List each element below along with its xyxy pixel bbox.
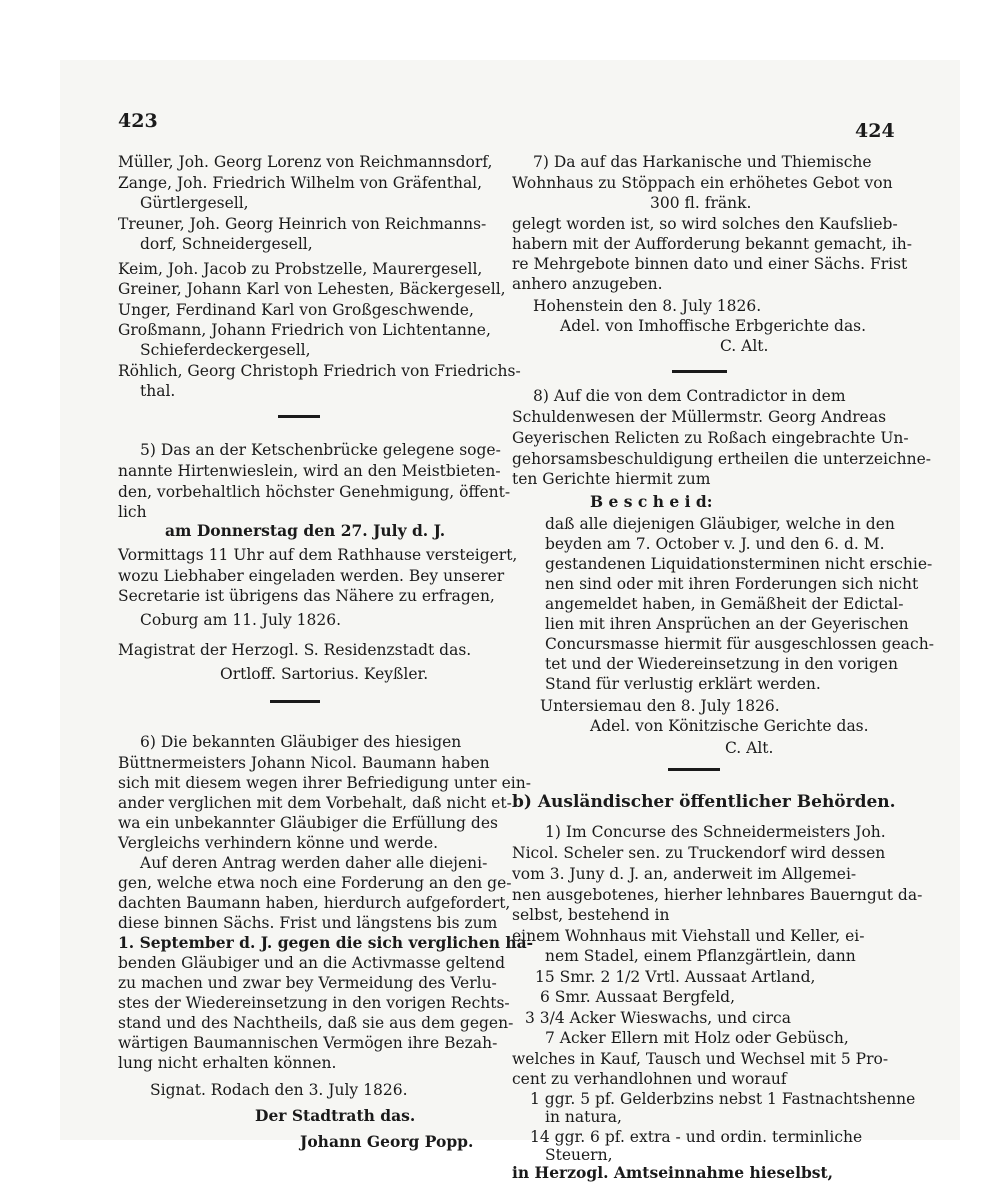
charge-item: Steuern, <box>545 1146 613 1164</box>
notice-6-text: 6) Die bekannten Gläubiger des hiesigen <box>140 733 462 751</box>
notice-b1-text: 1) Im Concurse des Schneidermeisters Joh. <box>545 823 886 841</box>
property-item: 7 Acker Ellern mit Holz oder Gebüsch, <box>545 1029 849 1047</box>
notice-b1-text: nen ausgebotenes, hierher lehnbares Bauerngut da- <box>512 886 923 904</box>
notice-6-text: zu machen und zwar bey Vermeidung des Verlu- <box>118 974 497 992</box>
notice-5-text: 5) Das an der Ketschenbrücke gelegene soge- <box>140 441 501 459</box>
notice-8-authority: Adel. von Könitzische Gerichte das. <box>590 717 869 735</box>
notice-6-text: gen, welche etwa noch eine Forderung an den ge- <box>118 874 512 892</box>
notice-6-signature: Johann Georg Popp. <box>300 1132 474 1151</box>
page-number-left: 423 <box>118 110 158 132</box>
notice-5-authority: Magistrat der Herzogl. S. Residenzstadt das. <box>118 641 472 659</box>
name-entry: Keim, Joh. Jacob zu Probstzelle, Maurergesell, <box>118 260 483 278</box>
notice-8-text: Schuldenwesen der Müllermstr. Georg Andreas <box>512 408 887 426</box>
name-entry: thal. <box>140 382 176 400</box>
notice-6-authority: Der Stadtrath das. <box>255 1106 416 1125</box>
notice-6-text: 1. September d. J. gegen die sich verglichen ha- <box>118 933 534 952</box>
notice-8-text: gestandenen Liquidationsterminen nicht erschie- <box>545 555 933 573</box>
notice-7-place-date: Hohenstein den 8. July 1826. <box>533 297 762 315</box>
notice-8-text: Stand für verlustig erklärt werden. <box>545 675 821 693</box>
notice-7-text: anhero anzugeben. <box>512 275 663 293</box>
section-divider <box>672 370 727 373</box>
notice-7-text: habern mit der Aufforderung bekannt gemacht, ih- <box>512 235 912 253</box>
notice-5-text: Secretarie ist übrigens das Nähere zu erfragen, <box>118 587 495 605</box>
notice-8-text: angemeldet haben, in Gemäßheit der Edictal- <box>545 595 904 613</box>
section-divider <box>668 768 720 771</box>
section-divider <box>270 700 320 703</box>
notice-6-text: wa ein unbekannter Gläubiger die Erfüllung des <box>118 814 498 832</box>
notice-5-date: am Donnerstag den 27. July d. J. <box>165 521 446 540</box>
name-entry: Gürtlergesell, <box>140 194 249 212</box>
notice-8-text: gehorsamsbeschuldigung ertheilen die unterzeichne- <box>512 450 932 468</box>
notice-6-text: Büttnermeisters Johann Nicol. Baumann haben <box>118 754 490 772</box>
name-entry: dorf, Schneidergesell, <box>140 235 313 253</box>
notice-7-authority: Adel. von Imhoffische Erbgerichte das. <box>560 317 867 335</box>
notice-8-place-date: Untersiemau den 8. July 1826. <box>540 697 780 715</box>
name-entry: Schieferdeckergesell, <box>140 341 311 359</box>
notice-6-text: stes der Wiedereinsetzung in den vorigen Rechts- <box>118 994 510 1012</box>
notice-8-signature: C. Alt. <box>725 739 774 757</box>
notice-8-text: nen sind oder mit ihren Forderungen sich nicht <box>545 575 919 593</box>
charge-item: in natura, <box>545 1108 622 1126</box>
notice-b1-text: Nicol. Scheler sen. zu Truckendorf wird dessen <box>512 844 886 862</box>
notice-7-text: Wohnhaus zu Stöppach ein erhöhetes Gebot von <box>512 174 893 192</box>
notice-6-text: dachten Baumann haben, hierdurch aufgefordert, <box>118 894 511 912</box>
property-item: 15 Smr. 2 1/2 Vrtl. Aussaat Artland, <box>535 968 816 986</box>
notice-6-text: Vergleichs verhindern könne und werde. <box>118 834 439 852</box>
notice-5-text: nannte Hirtenwieslein, wird an den Meistbieten- <box>118 462 501 480</box>
notice-5-text: lich <box>118 503 147 521</box>
notice-5-place-date: Coburg am 11. July 1826. <box>140 611 342 629</box>
notice-b1-text: selbst, bestehend in <box>512 906 670 924</box>
notice-b1-text: welches in Kauf, Tausch und Wechsel mit 5 Pro- <box>512 1050 889 1068</box>
property-item: 6 Smr. Aussaat Bergfeld, <box>540 988 735 1006</box>
notice-7-signature: C. Alt. <box>720 337 769 355</box>
section-divider <box>278 415 320 418</box>
notice-8-decision: B e s c h e i d: <box>590 492 713 511</box>
notice-7-text: 7) Da auf das Harkanische und Thiemische <box>533 153 872 171</box>
name-entry: Treuner, Joh. Georg Heinrich von Reichmanns- <box>118 215 487 233</box>
notice-6-text: sich mit diesem wegen ihrer Befriedigung unter ein- <box>118 774 531 792</box>
charge-item: 1 ggr. 5 pf. Gelderbzins nebst 1 Fastnachtshenne <box>530 1090 916 1108</box>
notice-8-text: lien mit ihren Ansprüchen an der Geyerischen <box>545 615 909 633</box>
name-entry: Großmann, Johann Friedrich von Lichtentanne, <box>118 321 491 339</box>
notice-6-text: wärtigen Baumannischen Vermögen ihre Bezah- <box>118 1034 498 1052</box>
section-heading: b) Ausländischer öffentlicher Behörden. <box>512 792 896 812</box>
name-entry: Unger, Ferdinand Karl von Großgeschwende, <box>118 301 474 319</box>
notice-7-text: re Mehrgebote binnen dato und einer Sächs. Frist <box>512 255 908 273</box>
notice-6-text: benden Gläubiger und an die Activmasse geltend <box>118 954 506 972</box>
page-number-right: 424 <box>855 120 895 142</box>
notice-b1-text: vom 3. Juny d. J. an, anderweit im Allgemei- <box>512 865 857 883</box>
notice-b1-text: in Herzogl. Amtseinnahme hieselbst, <box>512 1163 834 1182</box>
notice-8-text: Geyerischen Relicten zu Roßach eingebrachte Un- <box>512 429 909 447</box>
property-item: 3 3/4 Acker Wieswachs, und circa <box>525 1009 791 1027</box>
notice-6-text: diese binnen Sächs. Frist und längstens bis zum <box>118 914 498 932</box>
notice-6-text: ander verglichen mit dem Vorbehalt, daß nicht et- <box>118 794 512 812</box>
notice-8-text: ten Gerichte hiermit zum <box>512 470 711 488</box>
notice-8-text: beyden am 7. October v. J. und den 6. d. M. <box>545 535 885 553</box>
name-entry: Greiner, Johann Karl von Lehesten, Bäckergesell, <box>118 280 506 298</box>
notice-6-text: lung nicht erhalten können. <box>118 1054 337 1072</box>
notice-6-text: stand und des Nachtheils, daß sie aus dem gegen- <box>118 1014 514 1032</box>
name-entry: Röhlich, Georg Christoph Friedrich von Friedrichs- <box>118 362 521 380</box>
notice-7-price: 300 fl. fränk. <box>650 194 752 212</box>
notice-6-text: Auf deren Antrag werden daher alle diejeni- <box>140 854 488 872</box>
notice-5-signatures: Ortloff. Sartorius. Keyßler. <box>220 665 429 683</box>
notice-8-text: daß alle diejenigen Gläubiger, welche in den <box>545 515 895 533</box>
notice-b1-text: nem Stadel, einem Pflanzgärtlein, dann <box>545 947 856 965</box>
notice-5-text: den, vorbehaltlich höchster Genehmigung, öffent- <box>118 483 511 501</box>
name-entry: Müller, Joh. Georg Lorenz von Reichmannsdorf, <box>118 153 493 171</box>
notice-5-text: Vormittags 11 Uhr auf dem Rathhause versteigert, <box>118 546 518 564</box>
notice-7-text: gelegt worden ist, so wird solches den Kaufslieb- <box>512 215 898 233</box>
notice-8-text: 8) Auf die von dem Contradictor in dem <box>533 387 846 405</box>
notice-5-text: wozu Liebhaber eingeladen werden. Bey unserer <box>118 567 505 585</box>
name-entry: Zange, Joh. Friedrich Wilhelm von Gräfenthal, <box>118 174 483 192</box>
notice-8-text: tet und der Wiedereinsetzung in den vorigen <box>545 655 898 673</box>
notice-8-text: Concursmasse hiermit für ausgeschlossen geach- <box>545 635 934 653</box>
notice-b1-text: cent zu verhandlohnen und worauf <box>512 1070 787 1088</box>
charge-item: 14 ggr. 6 pf. extra - und ordin. terminliche <box>530 1128 863 1146</box>
notice-b1-text: einem Wohnhaus mit Viehstall und Keller, ei- <box>512 927 865 945</box>
notice-6-place-date: Signat. Rodach den 3. July 1826. <box>150 1081 408 1099</box>
